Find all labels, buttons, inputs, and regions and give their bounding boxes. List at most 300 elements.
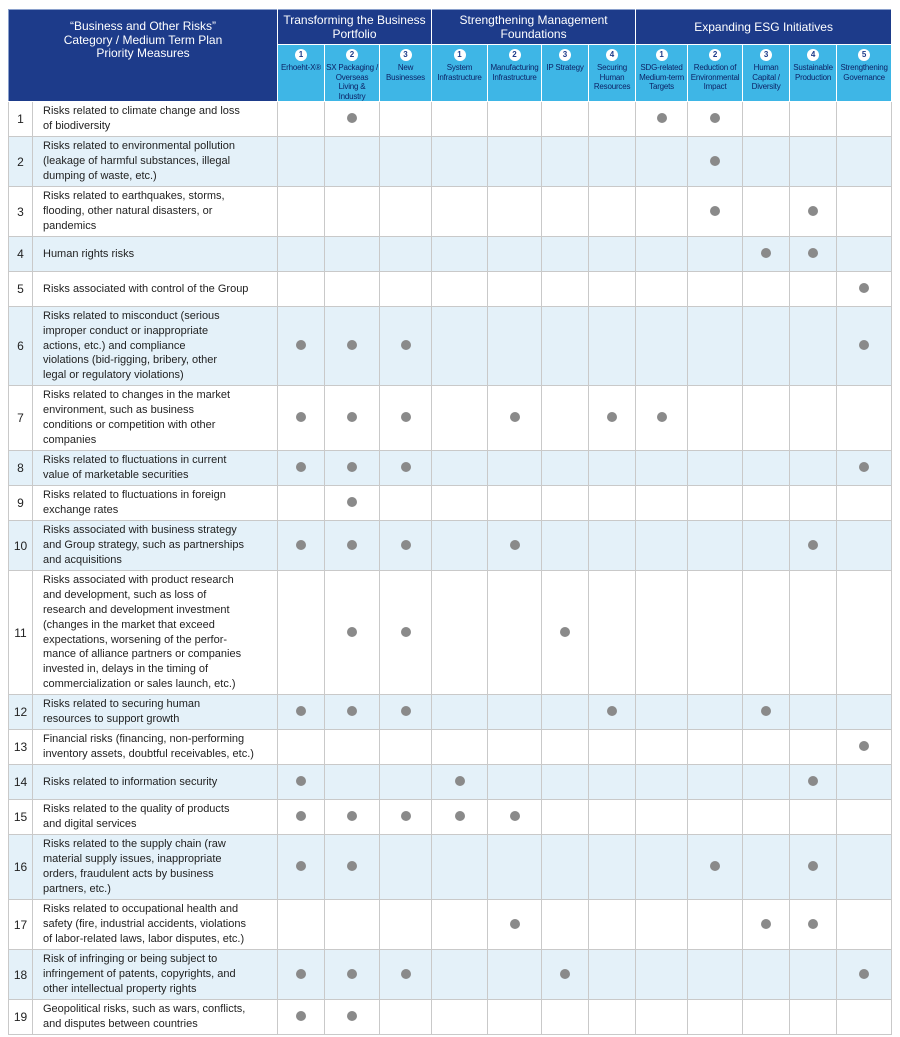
risk-text-line: (leakage of harmful substances, illegal — [43, 155, 231, 168]
matrix-cell — [743, 102, 790, 137]
matrix-cell — [542, 187, 589, 237]
risk-text-line: improper conduct or inappropriate — [43, 324, 209, 337]
matrix-cell — [488, 900, 542, 950]
matrix-cell — [743, 137, 790, 187]
matrix-cell — [636, 695, 688, 730]
relevance-dot-icon — [510, 811, 520, 821]
matrix-cell — [589, 102, 636, 137]
risk-description — [33, 800, 278, 835]
matrix-cell — [837, 237, 892, 272]
measure-number-badge: 1 — [454, 49, 466, 61]
risk-description — [33, 451, 278, 486]
matrix-cell — [636, 102, 688, 137]
matrix-cell — [542, 835, 589, 900]
matrix-cell — [589, 307, 636, 386]
row-number: 16 — [9, 835, 33, 900]
matrix-cell — [589, 1000, 636, 1035]
matrix-cell — [278, 386, 325, 451]
matrix-cell — [278, 307, 325, 386]
risk-text-line: violations (bid-rigging, bribery, other — [43, 354, 218, 367]
row-number: 7 — [9, 386, 33, 451]
measure-label: Human Capital / Diversity — [751, 63, 781, 91]
risk-text-line: safety (fire, industrial accidents, violations — [43, 918, 246, 931]
title-line: “Business and Other Risks” — [69, 19, 217, 33]
matrix-cell — [589, 730, 636, 765]
matrix-cell — [688, 307, 743, 386]
risk-text-line: invested in, delays in the timing of — [43, 663, 209, 676]
matrix-cell — [542, 237, 589, 272]
relevance-dot-icon — [808, 248, 818, 258]
risk-text-line: other intellectual property rights — [43, 982, 197, 995]
matrix-cell — [325, 571, 380, 695]
measure-number-badge: 3 — [400, 49, 412, 61]
matrix-cell — [488, 1000, 542, 1035]
risk-text-line: and Group strategy, such as partnerships — [43, 539, 244, 552]
relevance-dot-icon — [296, 540, 306, 550]
risk-description — [33, 835, 278, 900]
relevance-dot-icon — [808, 206, 818, 216]
risk-text-line: Risks related to the supply chain (raw — [43, 838, 226, 851]
row-number: 3 — [9, 187, 33, 237]
matrix-cell — [636, 386, 688, 451]
matrix-cell — [432, 272, 488, 307]
matrix-cell — [278, 695, 325, 730]
risk-text-line: partners, etc.) — [43, 882, 111, 895]
matrix-cell — [743, 800, 790, 835]
matrix-cell — [688, 137, 743, 187]
relevance-dot-icon — [761, 919, 771, 929]
matrix-cell — [790, 272, 837, 307]
matrix-cell — [380, 730, 432, 765]
relevance-dot-icon — [510, 412, 520, 422]
relevance-dot-icon — [347, 340, 357, 350]
row-number: 2 — [9, 137, 33, 187]
row-number: 4 — [9, 237, 33, 272]
measure-number-badge: 5 — [858, 49, 870, 61]
matrix-cell — [542, 1000, 589, 1035]
matrix-cell — [688, 272, 743, 307]
relevance-dot-icon — [859, 741, 869, 751]
relevance-dot-icon — [455, 776, 465, 786]
risk-description — [33, 137, 278, 187]
matrix-cell — [432, 451, 488, 486]
matrix-cell — [688, 835, 743, 900]
matrix-cell — [636, 765, 688, 800]
matrix-cell — [790, 137, 837, 187]
table-row — [9, 486, 892, 521]
relevance-dot-icon — [808, 540, 818, 550]
row-number: 8 — [9, 451, 33, 486]
matrix-cell — [743, 571, 790, 695]
matrix-cell — [278, 237, 325, 272]
matrix-cell — [488, 695, 542, 730]
measure-label: Sustainable Production — [793, 63, 833, 82]
risk-text-line: Human rights risks — [43, 247, 135, 260]
table-row — [9, 137, 892, 187]
matrix-cell — [432, 386, 488, 451]
matrix-cell — [380, 835, 432, 900]
matrix-cell — [278, 571, 325, 695]
matrix-cell — [790, 1000, 837, 1035]
matrix-cell — [325, 187, 380, 237]
risk-text-line: Risks related to climate change and loss — [43, 105, 240, 118]
risk-text-line: Risks related to occupational health and — [43, 903, 239, 916]
matrix-cell — [790, 900, 837, 950]
matrix-cell — [488, 137, 542, 187]
matrix-cell — [380, 900, 432, 950]
measure-label: Strengthening Governance — [840, 63, 888, 82]
measure-label: System Infrastructure — [437, 63, 482, 82]
table-row — [9, 1000, 892, 1035]
matrix-cell — [636, 1000, 688, 1035]
matrix-cell — [589, 521, 636, 571]
row-number: 13 — [9, 730, 33, 765]
matrix-cell — [790, 521, 837, 571]
risk-text-line: orders, fraudulent acts by business — [43, 868, 214, 880]
matrix-cell — [589, 571, 636, 695]
matrix-cell — [488, 730, 542, 765]
relevance-dot-icon — [347, 969, 357, 979]
matrix-cell — [542, 386, 589, 451]
risk-text-line: and disputes between countries — [43, 1018, 198, 1030]
matrix-cell — [790, 800, 837, 835]
matrix-cell — [688, 730, 743, 765]
risk-text-line: exchange rates — [43, 504, 119, 516]
matrix-cell — [589, 800, 636, 835]
matrix-cell — [542, 521, 589, 571]
matrix-cell — [790, 695, 837, 730]
matrix-cell — [278, 137, 325, 187]
table-row — [9, 386, 892, 451]
matrix-cell — [432, 800, 488, 835]
matrix-cell — [432, 900, 488, 950]
matrix-cell — [837, 451, 892, 486]
row-number: 5 — [9, 272, 33, 307]
risk-text-line: and digital services — [43, 818, 137, 830]
matrix-cell — [488, 237, 542, 272]
matrix-cell — [790, 950, 837, 1000]
matrix-cell — [432, 187, 488, 237]
risk-text-line: material supply issues, inappropriate — [43, 853, 222, 866]
matrix-cell — [790, 730, 837, 765]
matrix-cell — [688, 237, 743, 272]
matrix-cell — [837, 187, 892, 237]
matrix-cell — [589, 451, 636, 486]
risk-matrix — [8, 9, 891, 1035]
matrix-cell — [837, 800, 892, 835]
matrix-cell — [432, 571, 488, 695]
risk-text-line: legal or regulatory violations) — [43, 369, 184, 382]
measure-label: Erhoeht-X® — [281, 63, 321, 72]
relevance-dot-icon — [560, 969, 570, 979]
matrix-cell — [542, 900, 589, 950]
risk-description — [33, 521, 278, 571]
relevance-dot-icon — [859, 462, 869, 472]
relevance-dot-icon — [296, 776, 306, 786]
measure-number-badge: 4 — [807, 49, 819, 61]
risk-text-line: inventory assets, doubtful receivables, etc.) — [43, 748, 254, 760]
relevance-dot-icon — [808, 919, 818, 929]
matrix-cell — [743, 272, 790, 307]
matrix-cell — [278, 800, 325, 835]
matrix-cell — [790, 102, 837, 137]
risk-text-line: Risk of infringing or being subject to — [43, 953, 218, 966]
table-row — [9, 237, 892, 272]
matrix-cell — [325, 451, 380, 486]
relevance-dot-icon — [657, 113, 667, 123]
matrix-cell — [688, 695, 743, 730]
matrix-cell — [743, 187, 790, 237]
matrix-cell — [278, 451, 325, 486]
matrix-cell — [837, 272, 892, 307]
matrix-cell — [688, 1000, 743, 1035]
matrix-cell — [432, 695, 488, 730]
relevance-dot-icon — [607, 706, 617, 716]
matrix-cell — [542, 730, 589, 765]
table-row — [9, 800, 892, 835]
matrix-cell — [743, 237, 790, 272]
matrix-cell — [837, 571, 892, 695]
matrix-cell — [380, 187, 432, 237]
risk-description — [33, 102, 278, 137]
matrix-cell — [542, 800, 589, 835]
matrix-cell — [488, 800, 542, 835]
measure-number-badge: 4 — [606, 49, 618, 61]
risk-description — [33, 765, 278, 800]
matrix-cell — [325, 237, 380, 272]
table-row — [9, 102, 892, 137]
matrix-cell — [837, 486, 892, 521]
matrix-cell — [743, 451, 790, 486]
matrix-cell — [542, 272, 589, 307]
matrix-cell — [636, 900, 688, 950]
relevance-dot-icon — [347, 861, 357, 871]
measure-header — [432, 45, 488, 102]
matrix-cell — [380, 800, 432, 835]
matrix-cell — [688, 521, 743, 571]
row-number: 14 — [9, 765, 33, 800]
table-row — [9, 521, 892, 571]
matrix-cell — [432, 835, 488, 900]
risk-text-line: of labor-related laws, labor disputes, etc.) — [43, 932, 245, 945]
measure-label: SX Packaging / Overseas Living & Industry — [326, 63, 378, 101]
risk-text-line: Risks related to changes in the market — [43, 389, 231, 402]
matrix-cell — [837, 386, 892, 451]
matrix-cell — [688, 571, 743, 695]
table-row — [9, 571, 892, 695]
relevance-dot-icon — [296, 969, 306, 979]
risk-text-line: conditions or competition with other — [43, 419, 216, 431]
risk-text-line: Risks related to earthquakes, storms, — [43, 190, 225, 203]
relevance-dot-icon — [859, 969, 869, 979]
risk-text-line: value of marketable securities — [43, 469, 189, 481]
relevance-dot-icon — [657, 412, 667, 422]
matrix-cell — [380, 1000, 432, 1035]
matrix-cell — [743, 307, 790, 386]
matrix-cell — [636, 521, 688, 571]
matrix-cell — [589, 137, 636, 187]
relevance-dot-icon — [347, 412, 357, 422]
matrix-cell — [688, 187, 743, 237]
row-number: 6 — [9, 307, 33, 386]
risk-description — [33, 272, 278, 307]
matrix-cell — [488, 102, 542, 137]
matrix-cell — [688, 765, 743, 800]
relevance-dot-icon — [347, 462, 357, 472]
matrix-cell — [325, 386, 380, 451]
relevance-dot-icon — [710, 113, 720, 123]
measure-number-badge: 2 — [709, 49, 721, 61]
matrix-cell — [837, 1000, 892, 1035]
matrix-cell — [589, 386, 636, 451]
matrix-cell — [278, 486, 325, 521]
relevance-dot-icon — [347, 706, 357, 716]
matrix-cell — [488, 386, 542, 451]
matrix-cell — [278, 187, 325, 237]
matrix-cell — [636, 451, 688, 486]
matrix-cell — [380, 137, 432, 187]
table-row — [9, 307, 892, 386]
measure-label: Securing Human Resources — [593, 63, 631, 91]
relevance-dot-icon — [761, 706, 771, 716]
matrix-cell — [542, 451, 589, 486]
matrix-cell — [380, 765, 432, 800]
row-number: 10 — [9, 521, 33, 571]
matrix-cell — [837, 900, 892, 950]
matrix-cell — [488, 486, 542, 521]
matrix-cell — [636, 730, 688, 765]
row-number: 18 — [9, 950, 33, 1000]
risk-text-line: Risks related to environmental pollution — [43, 140, 235, 153]
matrix-cell — [542, 137, 589, 187]
risk-rows — [9, 102, 892, 1035]
measure-header — [542, 45, 589, 102]
matrix-cell — [325, 765, 380, 800]
matrix-cell — [432, 765, 488, 800]
table-row — [9, 730, 892, 765]
matrix-cell — [278, 272, 325, 307]
risk-text-line: infringement of patents, copyrights, and — [43, 968, 236, 981]
risk-text-line: and development, such as loss of — [43, 589, 207, 602]
relevance-dot-icon — [401, 811, 411, 821]
matrix-cell — [636, 307, 688, 386]
measure-number-badge: 1 — [295, 49, 307, 61]
relevance-dot-icon — [296, 1011, 306, 1021]
matrix-cell — [278, 730, 325, 765]
measure-header — [688, 45, 743, 102]
risk-text-line: Risks related to the quality of products — [43, 803, 230, 816]
risk-description — [33, 386, 278, 451]
matrix-cell — [488, 272, 542, 307]
relevance-dot-icon — [347, 540, 357, 550]
matrix-cell — [636, 137, 688, 187]
risk-table — [8, 9, 892, 1035]
table-row — [9, 187, 892, 237]
matrix-cell — [837, 835, 892, 900]
matrix-cell — [688, 950, 743, 1000]
relevance-dot-icon — [560, 627, 570, 637]
measure-label: Manufacturing Infrastructure — [490, 63, 539, 82]
matrix-cell — [837, 102, 892, 137]
matrix-cell — [325, 730, 380, 765]
relevance-dot-icon — [296, 462, 306, 472]
matrix-cell — [837, 695, 892, 730]
relevance-dot-icon — [347, 1011, 357, 1021]
measure-header — [488, 45, 542, 102]
risk-text-line: companies — [43, 433, 97, 446]
relevance-dot-icon — [455, 811, 465, 821]
relevance-dot-icon — [510, 919, 520, 929]
matrix-cell — [636, 237, 688, 272]
row-number: 11 — [9, 571, 33, 695]
relevance-dot-icon — [859, 283, 869, 293]
matrix-cell — [325, 1000, 380, 1035]
relevance-dot-icon — [296, 340, 306, 350]
matrix-cell — [790, 571, 837, 695]
risk-description — [33, 187, 278, 237]
matrix-cell — [488, 307, 542, 386]
matrix-cell — [325, 950, 380, 1000]
measure-number-badge: 3 — [559, 49, 571, 61]
risk-text-line: and acquisitions — [43, 553, 122, 566]
table-row — [9, 272, 892, 307]
measure-header — [743, 45, 790, 102]
risk-text-line: Risks related to fluctuations in foreign — [43, 489, 226, 502]
matrix-cell — [688, 486, 743, 521]
matrix-cell — [636, 571, 688, 695]
risk-text-line: of biodiversity — [43, 120, 111, 132]
matrix-cell — [589, 237, 636, 272]
risk-text-line: Risks associated with control of the Group — [43, 282, 249, 295]
matrix-cell — [837, 137, 892, 187]
risk-description — [33, 900, 278, 950]
row-number: 15 — [9, 800, 33, 835]
matrix-cell — [325, 521, 380, 571]
risk-text-line: Geopolitical risks, such as wars, conflicts, — [43, 1003, 246, 1016]
group-header: Expanding ESG Initiatives — [636, 10, 892, 45]
group-header: Transforming the Business Portfolio — [278, 10, 432, 45]
table-title — [9, 10, 278, 102]
matrix-cell — [432, 1000, 488, 1035]
relevance-dot-icon — [710, 206, 720, 216]
risk-text-line: research and development investment — [43, 603, 230, 616]
risk-text-line: Risks associated with business strategy — [43, 524, 237, 537]
relevance-dot-icon — [347, 627, 357, 637]
relevance-dot-icon — [296, 412, 306, 422]
measure-header — [636, 45, 688, 102]
matrix-cell — [636, 187, 688, 237]
relevance-dot-icon — [401, 706, 411, 716]
matrix-cell — [589, 187, 636, 237]
matrix-cell — [432, 521, 488, 571]
matrix-cell — [488, 187, 542, 237]
matrix-cell — [790, 307, 837, 386]
matrix-cell — [589, 695, 636, 730]
matrix-cell — [743, 765, 790, 800]
matrix-cell — [743, 386, 790, 451]
matrix-cell — [488, 571, 542, 695]
matrix-cell — [743, 695, 790, 730]
matrix-cell — [589, 486, 636, 521]
matrix-cell — [790, 187, 837, 237]
row-number: 12 — [9, 695, 33, 730]
relevance-dot-icon — [401, 969, 411, 979]
matrix-cell — [688, 800, 743, 835]
matrix-cell — [278, 1000, 325, 1035]
relevance-dot-icon — [296, 706, 306, 716]
matrix-cell — [380, 521, 432, 571]
risk-text-line: Risks associated with product research — [43, 574, 234, 587]
